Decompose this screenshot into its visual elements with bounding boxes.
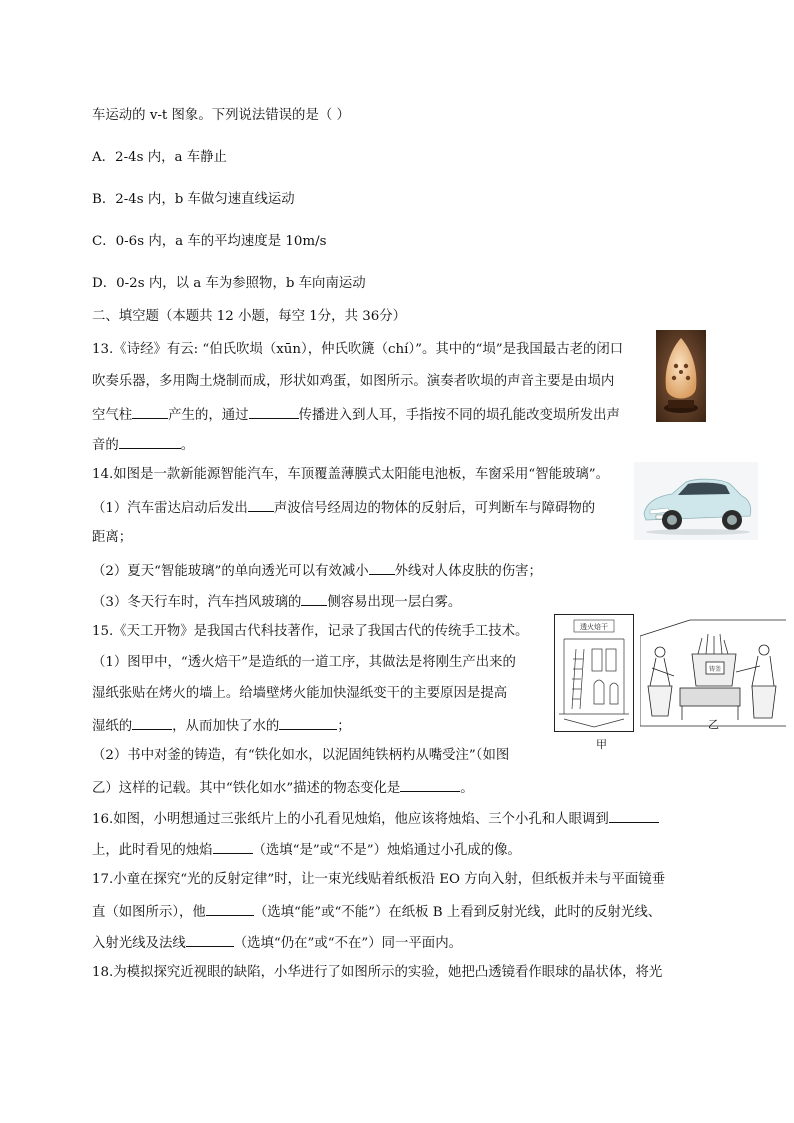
answer-blank[interactable] [249,404,299,419]
q12-option-c: C．0-6s 内，a 车的平均速度是 10m/s [92,234,327,249]
q15-line-3: 湿纸张贴在烤火的墙上。给墙壁烤火能加快湿纸变干的主要原因是提高 [92,686,508,701]
answer-blank[interactable] [132,404,168,419]
q17-line-3 [92,932,462,954]
q15-line-5: （2）书中对釜的铸造，有“铁化如水，以泥固纯铁柄杓从嘴受注”（如图 [92,748,510,763]
answer-blank[interactable] [400,777,460,792]
q16-text: 上，此时看见的烛焰 [92,843,213,858]
q15-text: 。 [460,781,474,796]
q14-line-4 [92,560,542,582]
q15-text: ； [337,719,351,734]
answer-blank[interactable] [279,715,337,730]
q17-text: 入射光线及法线 [92,936,186,951]
xun-instrument-illustration [656,330,706,422]
q14-text: （2）夏天“智能玻璃”的单向透光可以有效减小 [92,564,369,579]
car-illustration [634,462,758,540]
answer-blank[interactable] [132,715,172,730]
q14-line-3: 距离； [92,530,133,545]
answer-blank[interactable] [213,839,253,854]
q17-text: （选填“能”或“不能”）在纸板 B 上看到反射光线，此时的反射光线、 [253,905,662,920]
q16-text: （选填“是”或“不是”）烛焰通过小孔成的像。 [252,843,521,858]
answer-blank[interactable] [301,591,327,606]
q13-text: 空气柱 [92,408,133,423]
q17-line-2 [92,901,661,923]
figure-sign-text: 铸釜 [708,666,722,673]
q12-option-b: B．2-4s 内，b 车做匀速直线运动 [92,192,295,207]
q17-text: （选填“仍在”或“不在”）同一平面内。 [233,936,462,951]
q13-line-4 [92,434,194,456]
q12-option-a: A．2-4s 内，a 车静止 [92,150,227,165]
q13-line-1: 13.《诗经》有云: “伯氏吹埙（xūn），仲氏吹篪（chí）”。其中的“埙”是我国最古老的闭口 [92,342,624,357]
q14-text: 外线对人体皮肤的伤害； [394,564,542,579]
q14-line-2 [92,497,595,519]
q13-line-3 [92,404,620,426]
q14-text: 侧容易出现一层白雾。 [327,595,462,610]
figure-caption-yi: 乙 [708,718,719,731]
q14-text: （1）汽车雷达启动后发出 [92,501,248,516]
q17-line-1: 17.小童在探究“光的反射定律”时，让一束光线贴着纸板沿 EO 方向入射，但纸板并未与平面镜垂 [92,872,666,887]
answer-blank[interactable] [609,808,659,823]
q12-line: 车运动的 v-t 图象。下列说法错误的是（ ） [92,108,350,123]
q13-text: 。 [180,438,195,453]
q15-text: ，从而加快了水的 [172,719,280,734]
q15-text: 乙）这样的记载。其中“铁化如水”描述的物态变化是 [92,781,401,796]
figure-title-text: 透火焙干 [580,623,608,631]
q13-text: 传播进入到人耳，手指按不同的埙孔能改变埙所发出声 [298,408,620,423]
section-heading: 二、填空题（本题共 12 小题，每空 1分，共 36分） [92,309,407,324]
q12-option-d: D．0-2s 内，以 a 车为参照物，b 车向南运动 [92,276,366,291]
q14-line-1: 14.如图是一款新能源智能汽车，车顶覆盖薄膜式太阳能电池板，车窗采用“智能玻璃”。 [92,467,610,482]
q13-text: 音的 [92,438,119,453]
q14-text: 声波信号经周边的物体的反射后，可判断车与障碍物的 [273,501,596,516]
q15-line-4 [92,715,351,737]
answer-blank[interactable] [206,901,254,916]
answer-blank[interactable] [119,434,181,449]
q15-text: 湿纸的 [92,719,133,734]
q15-line-1: 15.《天工开物》是我国古代科技著作，记录了我国古代的传统手工技术。 [92,624,529,639]
q13-line-2: 吹奏乐器，多用陶土烧制而成，形状如鸡蛋，如图所示。演奏者吹埙的声音主要是由埙内 [92,374,615,389]
q17-text: 直（如图所示），他 [92,905,206,920]
q15-line-2: （1）图甲中，“透火焙干”是造纸的一道工序，其做法是将刚生产出来的 [92,655,516,670]
answer-blank[interactable] [248,497,274,512]
q16-line-2 [92,839,521,861]
papermaking-illustration [554,614,634,732]
q18-line-1: 18.为模拟探究近视眼的缺陷，小华进行了如图所示的实验，她把凸透镜看作眼球的晶状体，将光 [92,965,663,980]
q13-text: 产生的，通过 [168,408,249,423]
answer-blank[interactable] [369,560,395,575]
q16-text: 16.如图，小明想通过三张纸片上的小孔看见烛焰，他应该将烛焰、三个小孔和人眼调到 [92,812,609,827]
figure-caption-jia: 甲 [596,738,607,751]
q15-line-6 [92,777,474,799]
q14-line-5 [92,591,461,613]
q14-text: （3）冬天行车时，汽车挡风玻璃的 [92,595,302,610]
q16-line-1 [92,808,659,830]
answer-blank[interactable] [186,932,234,947]
